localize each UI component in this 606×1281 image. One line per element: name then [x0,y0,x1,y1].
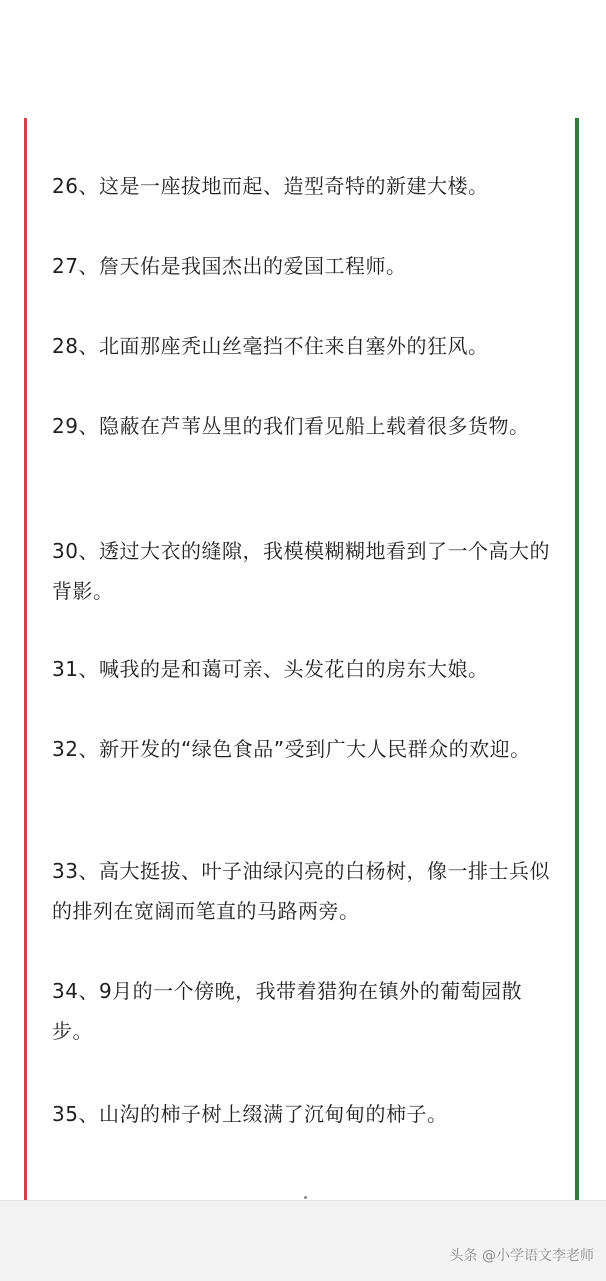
sentence-34: 34、9月的一个傍晚，我带着猎狗在镇外的葡萄园散步。 [52,979,523,1043]
footer-bar [0,1200,606,1281]
sentence-26: 26、这是一座拔地而起、造型奇特的新建大楼。 [52,174,489,198]
sentence-30: 30、透过大衣的缝隙，我模模糊糊地看到了一个高大的背影。 [52,539,550,603]
page-dot [304,1196,307,1199]
sentence-27: 27、詹天佑是我国杰出的爱国工程师。 [52,254,407,278]
sentence-29: 29、隐蔽在芦苇丛里的我们看见船上载着很多货物。 [52,414,530,438]
top-blank-area [0,0,606,118]
document-sheet [0,118,606,1200]
sentence-28: 28、北面那座秃山丝毫挡不住来自塞外的狂风。 [52,334,489,358]
sentence-32: 32、新开发的“绿色食品”受到广大人民群众的欢迎。 [52,737,531,761]
sentence-33: 33、高大挺拔、叶子油绿闪亮的白杨树，像一排士兵似的排列在宽阔而笔直的马路两旁。 [52,859,550,923]
sentence-35: 35、山沟的柿子树上缀满了沉甸甸的柿子。 [52,1102,448,1126]
watermark-text: 头条 @小学语文李老师 [449,1248,594,1264]
sentence-list [0,118,606,1200]
sentence-31: 31、喊我的是和蔼可亲、头发花白的房东大娘。 [52,657,489,681]
